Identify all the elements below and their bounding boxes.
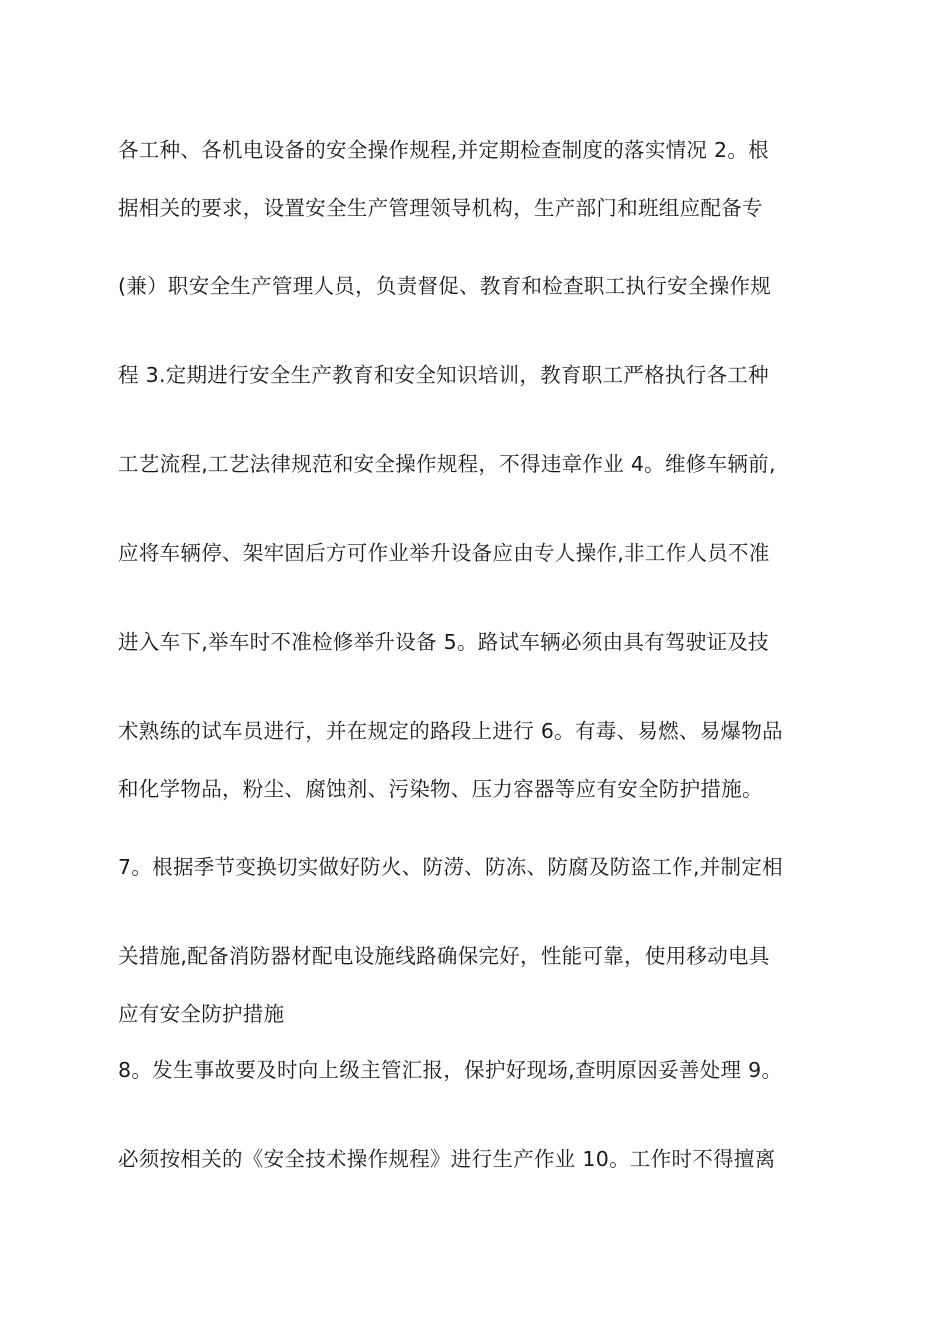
text-line-5: 工艺流程,工艺法律规范和安全操作规程，不得违章作业 4。维修车辆前, xyxy=(118,452,776,476)
text-line-9: 和化学物品，粉尘、腐蚀剂、污染物、压力容器等应有安全防护措施。 xyxy=(118,777,763,801)
text-line-11: 关措施,配备消防器材配电设施线路确保完好，性能可靠，使用移动电具 xyxy=(118,944,770,968)
text-line-6: 应将车辆停、架牢固后方可作业举升设备应由专人操作,非工作人员不准 xyxy=(118,541,770,565)
text-line-1: 各工种、各机电设备的安全操作规程,并定期检查制度的落实情况 2。根 xyxy=(118,138,769,162)
text-line-10: 7。根据季节变换切实做好防火、防涝、防冻、防腐及防盗工作,并制定相 xyxy=(118,855,783,879)
text-line-2: 据相关的要求，设置安全生产管理领导机构，生产部门和班组应配备专 xyxy=(118,196,763,220)
text-line-12: 应有安全防护措施 xyxy=(118,1002,285,1026)
text-line-13: 8。发生事故要及时向上级主管汇报，保护好现场,查明原因妥善处理 9。 xyxy=(118,1058,783,1082)
text-line-4: 程 3.定期进行安全生产教育和安全知识培训，教育职工严格执行各工种 xyxy=(118,363,769,387)
text-line-3: (兼）职安全生产管理人员，负责督促、教育和检查职工执行安全操作规 xyxy=(118,274,772,298)
text-line-8: 术熟练的试车员进行，并在规定的路段上进行 6。有毒、易燃、易爆物品 xyxy=(118,719,783,743)
text-line-14: 必须按相关的《安全技术操作规程》进行生产作业 10。工作时不得擅离 xyxy=(118,1147,776,1171)
text-line-7: 进入车下,举车时不准检修举升设备 5。路试车辆必须由具有驾驶证及技 xyxy=(118,630,769,654)
